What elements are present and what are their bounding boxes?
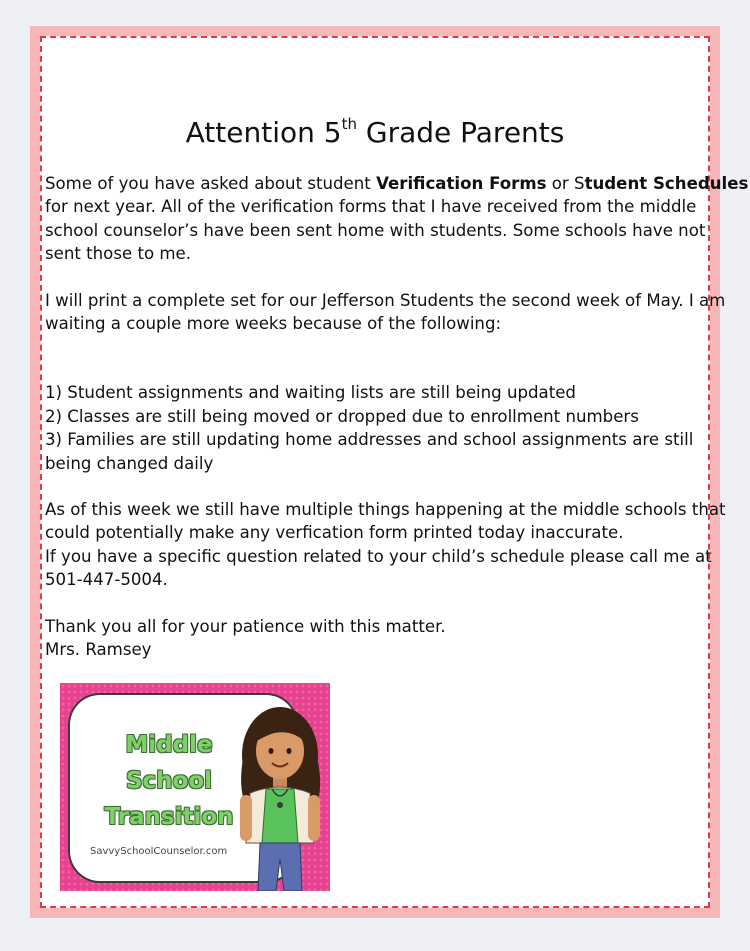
badge-line-1: Middle [125,732,213,758]
title-prefix: Attention 5 [185,116,342,149]
paragraph1-line2: for next year. All of the verification forms that I have received from the middle [45,197,697,217]
paragraph3-line1: As of this week we still have multiple things happening at the middle schools that [45,500,726,520]
paragraph1-line4: sent those to me. [45,244,192,264]
spacer [45,335,720,381]
paragraph1-line3: school counselor’s have been sent home with students. Some schools have not [45,220,706,240]
paragraph2-line2: waiting a couple more weeks because of the following: [45,314,502,334]
girl-illustration-icon [228,693,330,891]
title-suffix: Grade Parents [356,116,565,149]
paragraph3-line2: could potentially make any verfication form printed today inaccurate. [45,523,624,543]
middle-school-transition-badge [60,683,330,891]
spacer [45,592,720,615]
badge-line-2: School [125,768,213,794]
list-item-2: 2) Classes are still being moved or dropped due to enrollment numbers [45,406,639,426]
flyer-body [45,172,749,662]
list-item-1: 1) Student assignments and waiting lists are still being updated [45,383,576,403]
spacer [45,266,720,289]
title-superscript: th [341,114,357,133]
text-span: Some of you have asked about student [45,174,377,193]
bold-student-schedules: tudent Schedules [584,174,749,193]
badge-line-3: Transition [104,804,234,830]
paragraph3-line4: 501-447-5004. [45,570,168,590]
badge-credit: SavvySchoolCounselor.com [90,846,228,857]
bold-verification-forms: Verification Forms [376,174,547,193]
list-item-3-line1: 3) Families are still updating home addresses and school assignments are still [45,430,694,450]
paragraph1-line1 [45,172,749,195]
paragraph3-line3: If you have a specific question related to your child’s schedule please call me at [45,546,712,566]
flyer-title [40,116,710,149]
list-item-3-line2: being changed daily [45,453,214,473]
closing-thanks: Thank you all for your patience with this matter. [45,616,446,636]
spacer [45,475,720,498]
signature: Mrs. Ramsey [45,640,152,660]
paragraph2-line1: I will print a complete set for our Jefferson Students the second week of May. I am [45,290,726,310]
text-span: or S [546,174,585,193]
